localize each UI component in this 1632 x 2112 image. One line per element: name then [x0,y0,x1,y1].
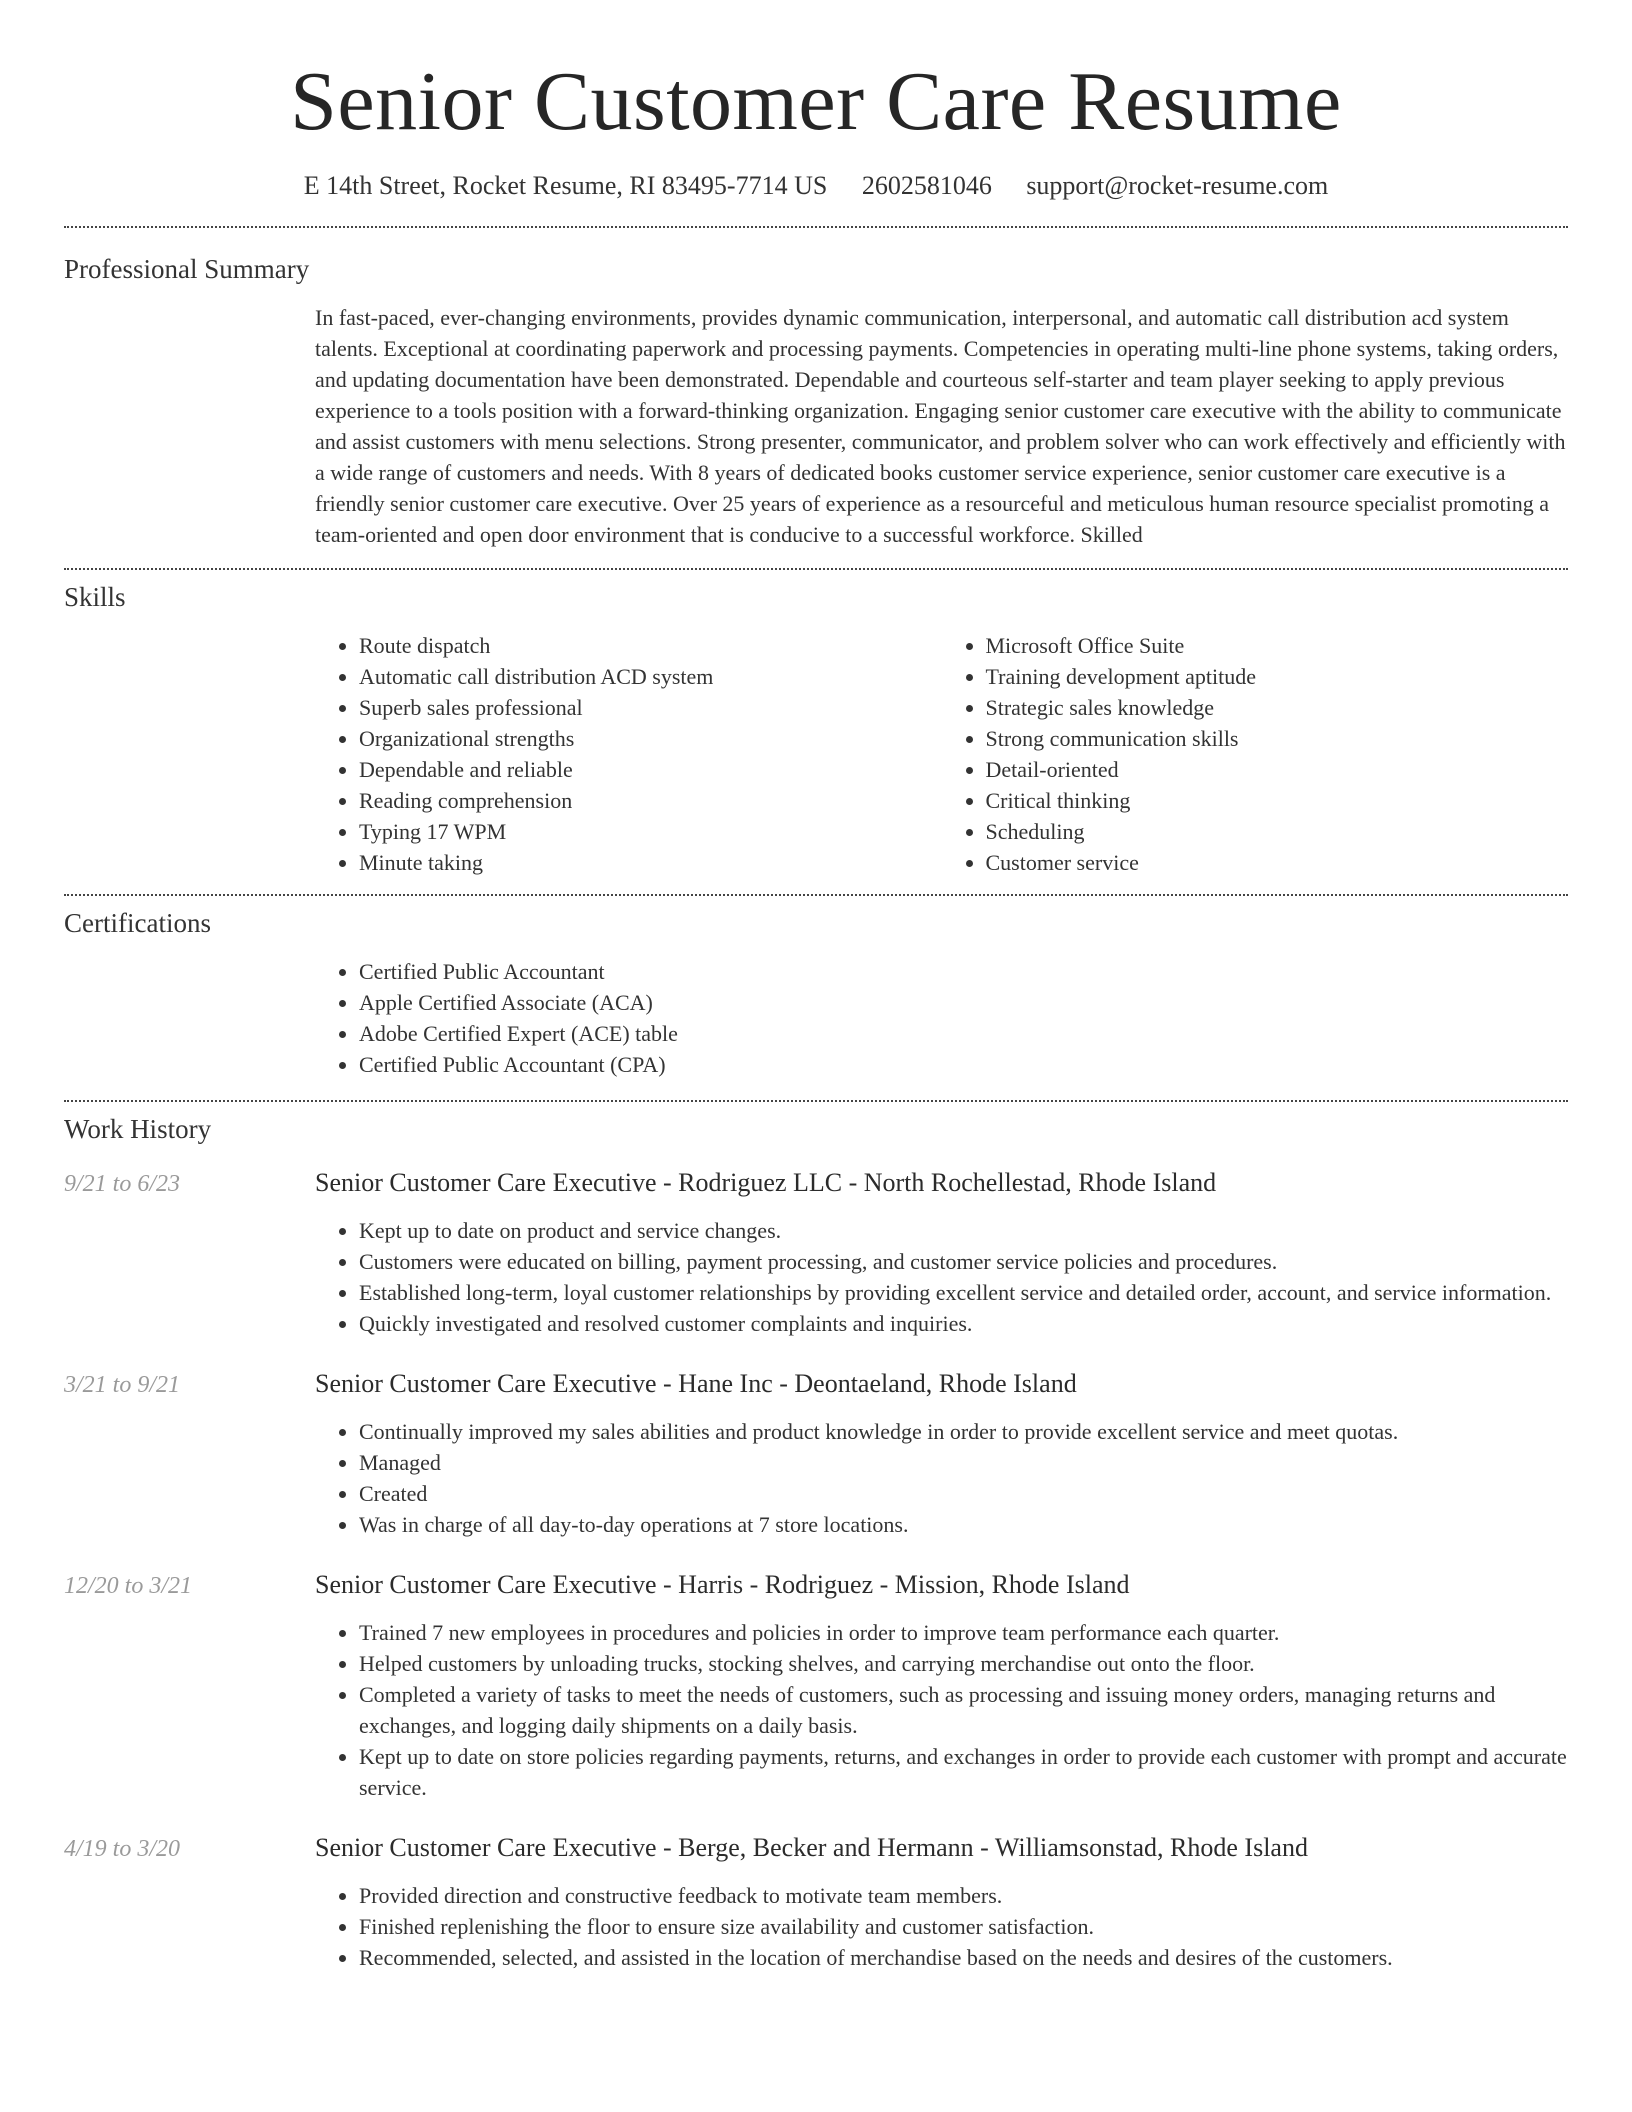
email: support@rocket-resume.com [1026,171,1329,200]
job-dates: 3/21 to 9/21 [64,1372,181,1398]
list-item: • Critical thinking [986,785,1569,816]
list-item: • Kept up to date on store policies regarding payments, returns, and exchanges in order to provide each customer with prompt and accurate service. [359,1741,1568,1803]
job-entry [64,1166,1568,1339]
resume-title: Senior Customer Care Resume [290,55,1342,148]
job-entry [64,1568,1568,1803]
list-item: • Scheduling [986,816,1569,847]
section-title: Professional Summary [64,254,310,284]
list-item: • Training development aptitude [986,661,1569,692]
section-title: Skills [64,582,126,612]
certifications-list [315,956,1568,1080]
job-title: Senior Customer Care Executive - Rodriguez LLC - North Rochellestad, Rhode Island [315,1168,1217,1197]
list-item: • Microsoft Office Suite [986,630,1569,661]
list-item: • Certified Public Accountant (CPA) [359,1049,1568,1080]
job-header [64,1166,1568,1201]
job-dates: 4/19 to 3/20 [64,1836,181,1862]
list-item: • Provided direction and constructive feedback to motivate team members. [359,1880,1568,1911]
address: E 14th Street, Rocket Resume, RI 83495-7714 US [303,171,828,200]
skills-list-left [315,630,942,878]
list-item: • Automatic call distribution ACD system [359,661,942,692]
list-item: • Certified Public Accountant [359,956,1568,987]
job-entry [64,1831,1568,1973]
certifications-content [315,956,1568,1080]
list-item: • Typing 17 WPM [359,816,942,847]
job-dates: 9/21 to 6/23 [64,1171,181,1197]
list-item: • Kept up to date on product and service changes. [359,1215,1568,1246]
section-title: Work History [64,1114,212,1144]
job-bullets [315,1416,1568,1540]
list-item: • Recommended, selected, and assisted in the location of merchandise based on the needs and desires of the customers. [359,1942,1568,1973]
skills-section [64,570,1568,878]
summary-text: In fast-paced, ever-changing environments, provides dynamic communication, interpersonal, and automatic call distribution acd system talents. Exceptional at coordinating paperwork and processing payments. Competencies in operating multi-line phone systems, taking orders, and updating documentation have been demonstrated. Dependable and courteous self-starter and team player seeking to apply previous experience to a tools position with a forward-thinking organization. Engaging senior customer care executive with the ability to communicate and assist customers with menu selections. Strong presenter, communicator, and problem solver who can work effectively and efficiently with a wide range of customers and needs. With 8 years of dedicated books customer service experience, senior customer care executive is a friendly senior customer care executive. Over 25 years of experience as a resourceful and meticulous human resource specialist promoting a team-oriented and open door environment that is conducive to a successful workforce. Skilled [315,305,1566,547]
certifications-section [64,896,1568,1080]
list-item: • Continually improved my sales abilities and product knowledge in order to provide excellent service and meet quotas. [359,1416,1568,1447]
job-title: Senior Customer Care Executive - Berge, Becker and Hermann - Williamsonstad, Rhode Island [315,1833,1308,1862]
skills-list-right [942,630,1569,878]
contact-line [64,170,1568,202]
list-item: • Detail-oriented [986,754,1569,785]
list-item: • Trained 7 new employees in procedures and policies in order to improve team performance each quarter. [359,1617,1568,1648]
summary-section [64,228,1568,550]
phone: 2602581046 [861,171,992,200]
list-item: • Apple Certified Associate (ACA) [359,987,1568,1018]
list-item: • Route dispatch [359,630,942,661]
job-dates: 12/20 to 3/21 [64,1573,193,1599]
list-item: • Dependable and reliable [359,754,942,785]
list-item: • Adobe Certified Expert (ACE) table [359,1018,1568,1049]
list-item: • Superb sales professional [359,692,942,723]
list-item: • Customers were educated on billing, payment processing, and customer service policies and procedures. [359,1246,1568,1277]
list-item: • Reading comprehension [359,785,942,816]
list-item: • Created [359,1478,1568,1509]
job-title: Senior Customer Care Executive - Hane Inc - Deontaeland, Rhode Island [315,1369,1077,1398]
job-header [64,1831,1568,1866]
job-content [315,1416,1568,1540]
job-entry [64,1367,1568,1540]
job-bullets [315,1880,1568,1973]
resume-page [64,0,1568,1973]
list-item: • Strategic sales knowledge [986,692,1569,723]
list-item: • Strong communication skills [986,723,1569,754]
list-item: • Helped customers by unloading trucks, stocking shelves, and carrying merchandise out onto the floor. [359,1648,1568,1679]
list-item: • Finished replenishing the floor to ensure size availability and customer satisfaction. [359,1911,1568,1942]
job-header [64,1367,1568,1402]
list-item: • Established long-term, loyal customer relationships by providing excellent service and detailed order, account, and service information. [359,1277,1568,1308]
job-content [315,1880,1568,1973]
job-bullets [315,1215,1568,1339]
list-item: • Customer service [986,847,1569,878]
job-header [64,1568,1568,1603]
work-history-section [64,1102,1568,1973]
list-item: • Was in charge of all day-to-day operations at 7 store locations. [359,1509,1568,1540]
job-bullets [315,1617,1568,1803]
job-content [315,1617,1568,1803]
list-item: • Organizational strengths [359,723,942,754]
list-item: • Minute taking [359,847,942,878]
list-item: • Managed [359,1447,1568,1478]
job-content [315,1215,1568,1339]
job-title: Senior Customer Care Executive - Harris - Rodriguez - Mission, Rhode Island [315,1570,1130,1599]
list-item: • Quickly investigated and resolved customer complaints and inquiries. [359,1308,1568,1339]
skills-columns [315,630,1568,878]
list-item: • Completed a variety of tasks to meet the needs of customers, such as processing and issuing money orders, managing returns and exchanges, and logging daily shipments on a daily basis. [359,1679,1568,1741]
section-title: Certifications [64,908,211,938]
